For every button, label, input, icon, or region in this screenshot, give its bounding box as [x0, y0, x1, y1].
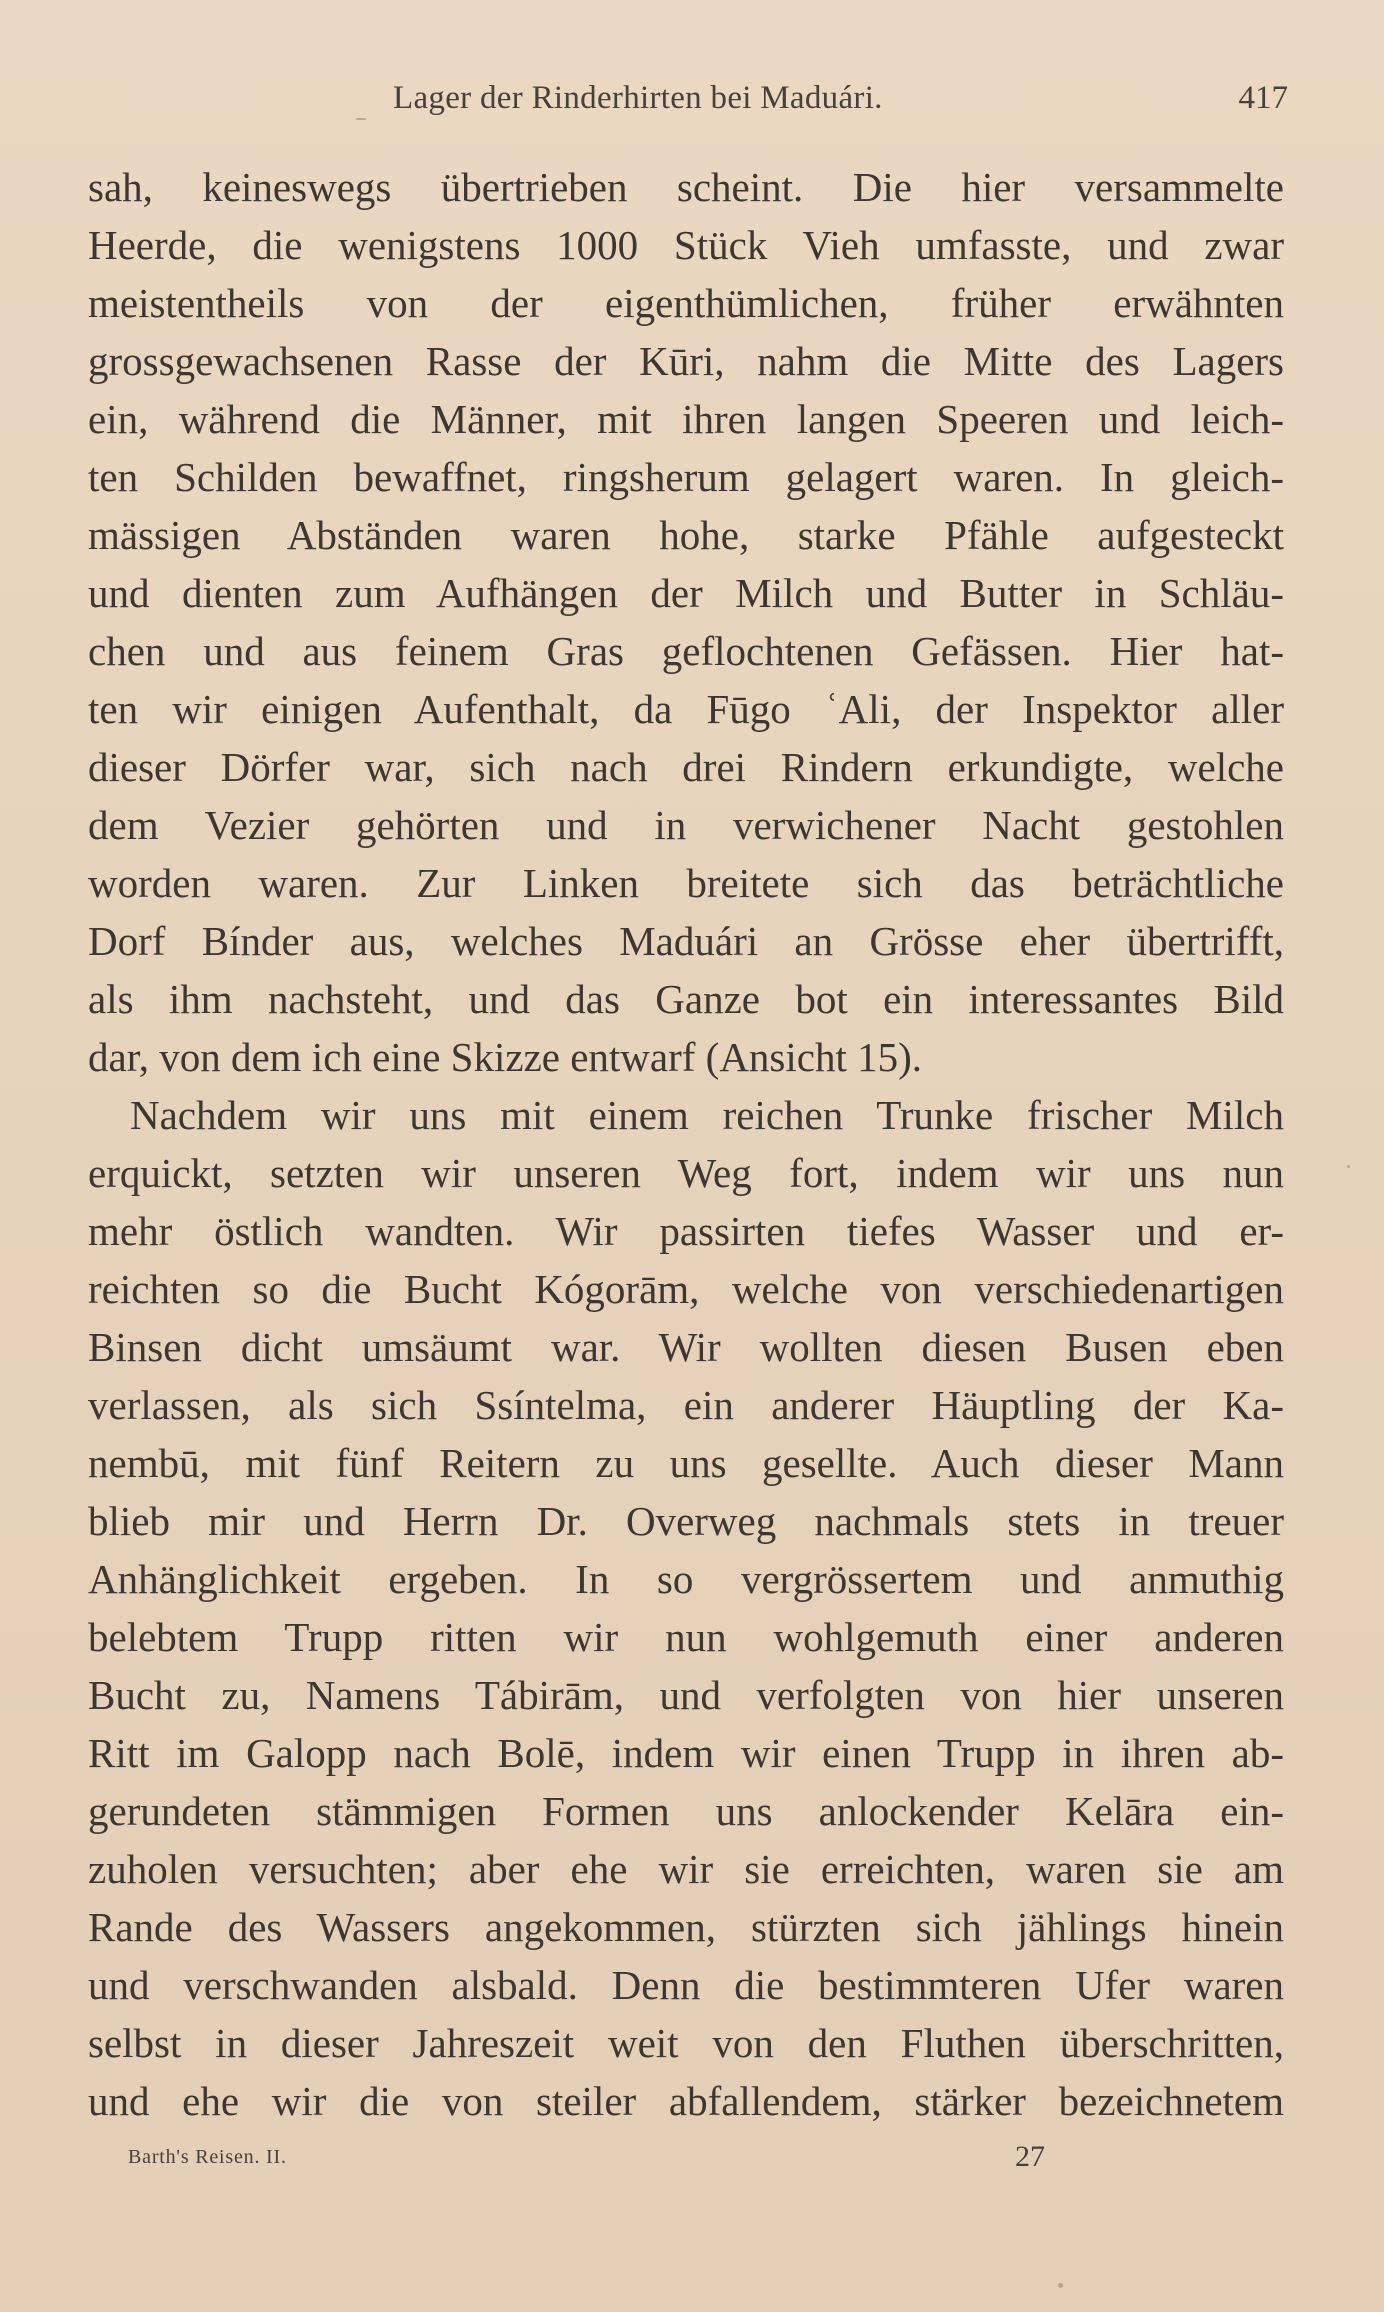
text-line: ten Schilden bewaffnet, ringsherum gelagert waren. In gleich- [88, 454, 1284, 500]
text-line: und dienten zum Aufhängen der Milch und Butter in Schläu- [88, 570, 1284, 616]
text-line: ein, während die Männer, mit ihren langen Speeren und leich- [88, 396, 1284, 442]
text-line: mässigen Abständen waren hohe, starke Pfähle aufgesteckt [88, 512, 1284, 558]
text-line: chen und aus feinem Gras geflochtenen Gefässen. Hier hat- [88, 628, 1284, 674]
text-line: dieser Dörfer war, sich nach drei Rindern erkundigte, welche [88, 744, 1284, 790]
text-line: Heerde, die wenigstens 1000 Stück Vieh umfasste, und zwar [88, 222, 1284, 268]
text-line: dem Vezier gehörten und in verwichener Nacht gestohlen [88, 802, 1284, 848]
signature-mark: 27 [1015, 2140, 1045, 2173]
running-head [88, 80, 1288, 124]
text-line: meistentheils von der eigenthümlichen, früher erwähnten [88, 280, 1284, 326]
text-line: Ritt im Galopp nach Bolē, indem wir einen Trupp in ihren ab- [88, 1730, 1284, 1776]
running-title: Lager der Rinderhirten bei Maduári. [393, 80, 883, 116]
text-line: erquickt, setzten wir unseren Weg fort, indem wir uns nun [88, 1150, 1284, 1196]
body-text [88, 158, 1284, 2130]
text-line: verlassen, als sich Ssíntelma, ein anderer Häuptling der Ka- [88, 1382, 1284, 1428]
page-number: 417 [1238, 80, 1288, 116]
text-line: nembū, mit fünf Reitern zu uns gesellte. Auch dieser Mann [88, 1440, 1284, 1486]
page-footer [128, 2140, 1228, 2180]
text-line: reichten so die Bucht Kógorām, welche von verschiedenartigen [88, 1266, 1284, 1312]
text-line: ten wir einigen Aufenthalt, da Fūgo ʿAli, der Inspektor aller [88, 686, 1284, 732]
text-line: selbst in dieser Jahreszeit weit von den Fluthen überschritten, [88, 2020, 1284, 2066]
text-line: Binsen dicht umsäumt war. Wir wollten diesen Busen eben [88, 1324, 1284, 1370]
paper-speck [356, 118, 366, 120]
paper-speck [1347, 1165, 1350, 1168]
paragraph-end-line: dar, von dem ich eine Skizze entwarf (Ansicht 15). [88, 1034, 923, 1080]
text-line: grossgewachsenen Rasse der Kūri, nahm die Mitte des Lagers [88, 338, 1284, 384]
text-line: zuholen versuchten; aber ehe wir sie erreichten, waren sie am [88, 1846, 1284, 1892]
paragraph-start-line: Nachdem wir uns mit einem reichen Trunke frischer Milch [130, 1092, 1284, 1138]
text-line: und verschwanden alsbald. Denn die bestimmteren Ufer waren [88, 1962, 1284, 2008]
text-line: Bucht zu, Namens Tábirām, und verfolgten von hier unseren [88, 1672, 1284, 1718]
text-line: Rande des Wassers angekommen, stürzten sich jählings hinein [88, 1904, 1284, 1950]
text-line: sah, keineswegs übertrieben scheint. Die hier versammelte [88, 164, 1284, 210]
text-line: als ihm nachsteht, und das Ganze bot ein interessantes Bild [88, 976, 1284, 1022]
paper-speck [1058, 2283, 1063, 2288]
text-line: Dorf Bínder aus, welches Maduári an Grösse eher übertrifft, [88, 918, 1284, 964]
text-line: mehr östlich wandten. Wir passirten tiefes Wasser und er- [88, 1208, 1284, 1254]
text-line: Anhänglichkeit ergeben. In so vergrössertem und anmuthig [88, 1556, 1284, 1602]
book-reference: Barth's Reisen. II. [128, 2146, 287, 2168]
text-line: und ehe wir die von steiler abfallendem, stärker bezeichnetem [88, 2078, 1284, 2124]
text-line: blieb mir und Herrn Dr. Overweg nachmals stets in treuer [88, 1498, 1284, 1544]
text-line: gerundeten stämmigen Formen uns anlockender Kelāra ein- [88, 1788, 1284, 1834]
text-line: belebtem Trupp ritten wir nun wohlgemuth einer anderen [88, 1614, 1284, 1660]
text-line: worden waren. Zur Linken breitete sich das beträchtliche [88, 860, 1284, 906]
